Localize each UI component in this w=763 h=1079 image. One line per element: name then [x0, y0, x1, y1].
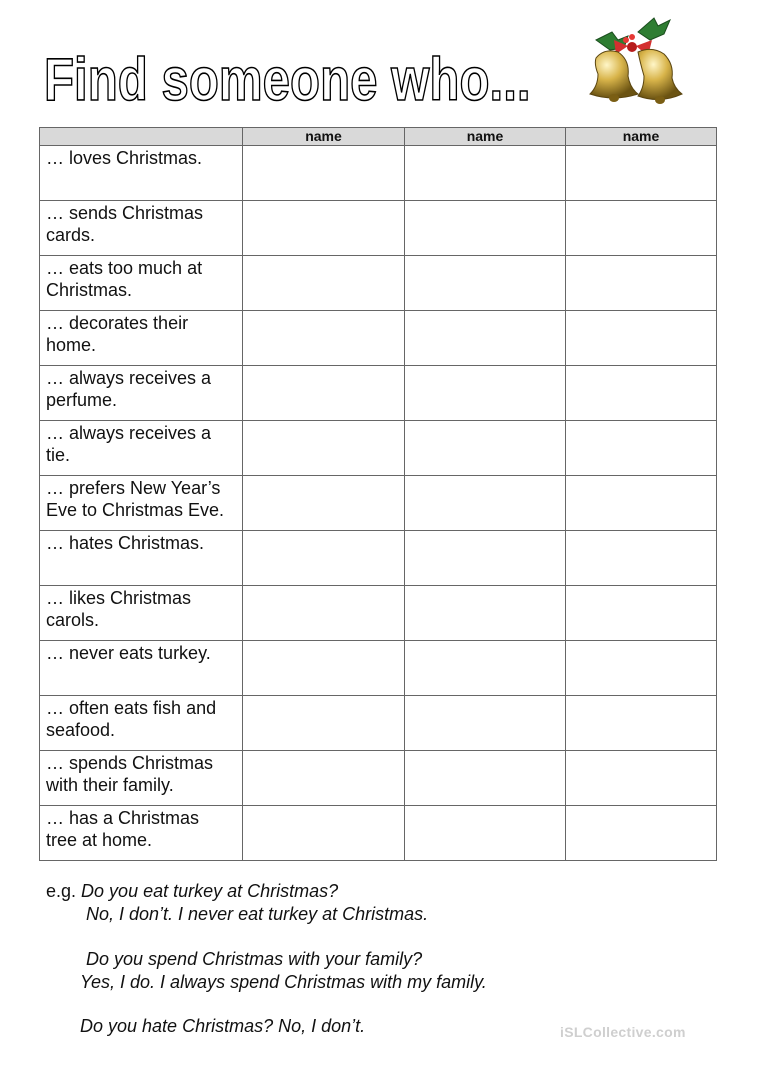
table-header-row [40, 128, 717, 146]
name-cell[interactable] [243, 696, 405, 751]
watermark: iSLCollective.com [560, 1024, 686, 1040]
example-line [86, 948, 422, 970]
example-line [46, 880, 338, 902]
table-row [40, 201, 717, 256]
christmas-bells-icon [566, 10, 696, 110]
name-cell[interactable] [405, 476, 566, 531]
table-row [40, 421, 717, 476]
name-cell[interactable] [405, 311, 566, 366]
example-answer: Yes, I do. I always spend Christmas with my family. [80, 972, 487, 992]
name-cell[interactable] [243, 256, 405, 311]
name-cell[interactable] [405, 366, 566, 421]
name-cell[interactable] [566, 751, 717, 806]
name-cell[interactable] [566, 696, 717, 751]
prompt-cell: … prefers New Year’s Eve to Christmas Eve. [40, 476, 243, 531]
prompt-cell: … often eats fish and seafood. [40, 696, 243, 751]
name-cell[interactable] [566, 256, 717, 311]
prompt-cell: … spends Christmas with their family. [40, 751, 243, 806]
name-cell[interactable] [566, 146, 717, 201]
name-cell[interactable] [405, 696, 566, 751]
prompt-cell: … always receives a perfume. [40, 366, 243, 421]
header-cell-blank [40, 128, 243, 146]
name-cell[interactable] [566, 806, 717, 861]
name-cell[interactable] [405, 806, 566, 861]
table-row [40, 531, 717, 586]
name-cell[interactable] [405, 751, 566, 806]
name-cell[interactable] [405, 531, 566, 586]
example-question: Do you eat turkey at Christmas? [81, 881, 339, 901]
name-cell[interactable] [243, 146, 405, 201]
example-answer: No, I don’t. I never eat turkey at Christmas. [86, 904, 429, 924]
name-cell[interactable] [566, 476, 717, 531]
name-cell[interactable] [566, 311, 717, 366]
name-cell[interactable] [243, 641, 405, 696]
header-cell-name: name [405, 128, 566, 146]
name-cell[interactable] [405, 586, 566, 641]
page-title: Find someone who... [44, 46, 531, 113]
name-cell[interactable] [405, 256, 566, 311]
name-cell[interactable] [243, 586, 405, 641]
example-question-answer: Do you hate Christmas? No, I don’t. [80, 1016, 366, 1036]
prompt-cell: … eats too much at Christmas. [40, 256, 243, 311]
prompt-cell: … hates Christmas. [40, 531, 243, 586]
name-cell[interactable] [243, 421, 405, 476]
example-line [86, 903, 428, 925]
example-question: Do you spend Christmas with your family? [86, 949, 423, 969]
table-row [40, 696, 717, 751]
name-cell[interactable] [243, 201, 405, 256]
table-row [40, 311, 717, 366]
name-cell[interactable] [405, 146, 566, 201]
header-cell-name: name [566, 128, 717, 146]
name-cell[interactable] [405, 641, 566, 696]
prompt-cell: … sends Christmas cards. [40, 201, 243, 256]
table-row [40, 476, 717, 531]
table-row [40, 366, 717, 421]
name-cell[interactable] [566, 641, 717, 696]
find-someone-table [39, 127, 717, 861]
table-row [40, 806, 717, 861]
table-row [40, 641, 717, 696]
prompt-cell: … always receives a tie. [40, 421, 243, 476]
name-cell[interactable] [243, 806, 405, 861]
table-row [40, 751, 717, 806]
table-row [40, 146, 717, 201]
eg-label: e.g. [46, 881, 77, 901]
name-cell[interactable] [243, 311, 405, 366]
name-cell[interactable] [566, 201, 717, 256]
name-cell[interactable] [566, 421, 717, 476]
name-cell[interactable] [243, 531, 405, 586]
name-cell[interactable] [566, 586, 717, 641]
table-row [40, 256, 717, 311]
header-cell-name: name [243, 128, 405, 146]
name-cell[interactable] [405, 421, 566, 476]
example-line [80, 1015, 365, 1037]
name-cell[interactable] [243, 476, 405, 531]
name-cell[interactable] [405, 201, 566, 256]
prompt-cell: … likes Christmas carols. [40, 586, 243, 641]
name-cell[interactable] [243, 751, 405, 806]
name-cell[interactable] [243, 366, 405, 421]
example-line [80, 971, 487, 993]
name-cell[interactable] [566, 366, 717, 421]
prompt-cell: … decorates their home. [40, 311, 243, 366]
table-row [40, 586, 717, 641]
prompt-cell: … has a Christmas tree at home. [40, 806, 243, 861]
name-cell[interactable] [566, 531, 717, 586]
prompt-cell: … never eats turkey. [40, 641, 243, 696]
prompt-cell: … loves Christmas. [40, 146, 243, 201]
